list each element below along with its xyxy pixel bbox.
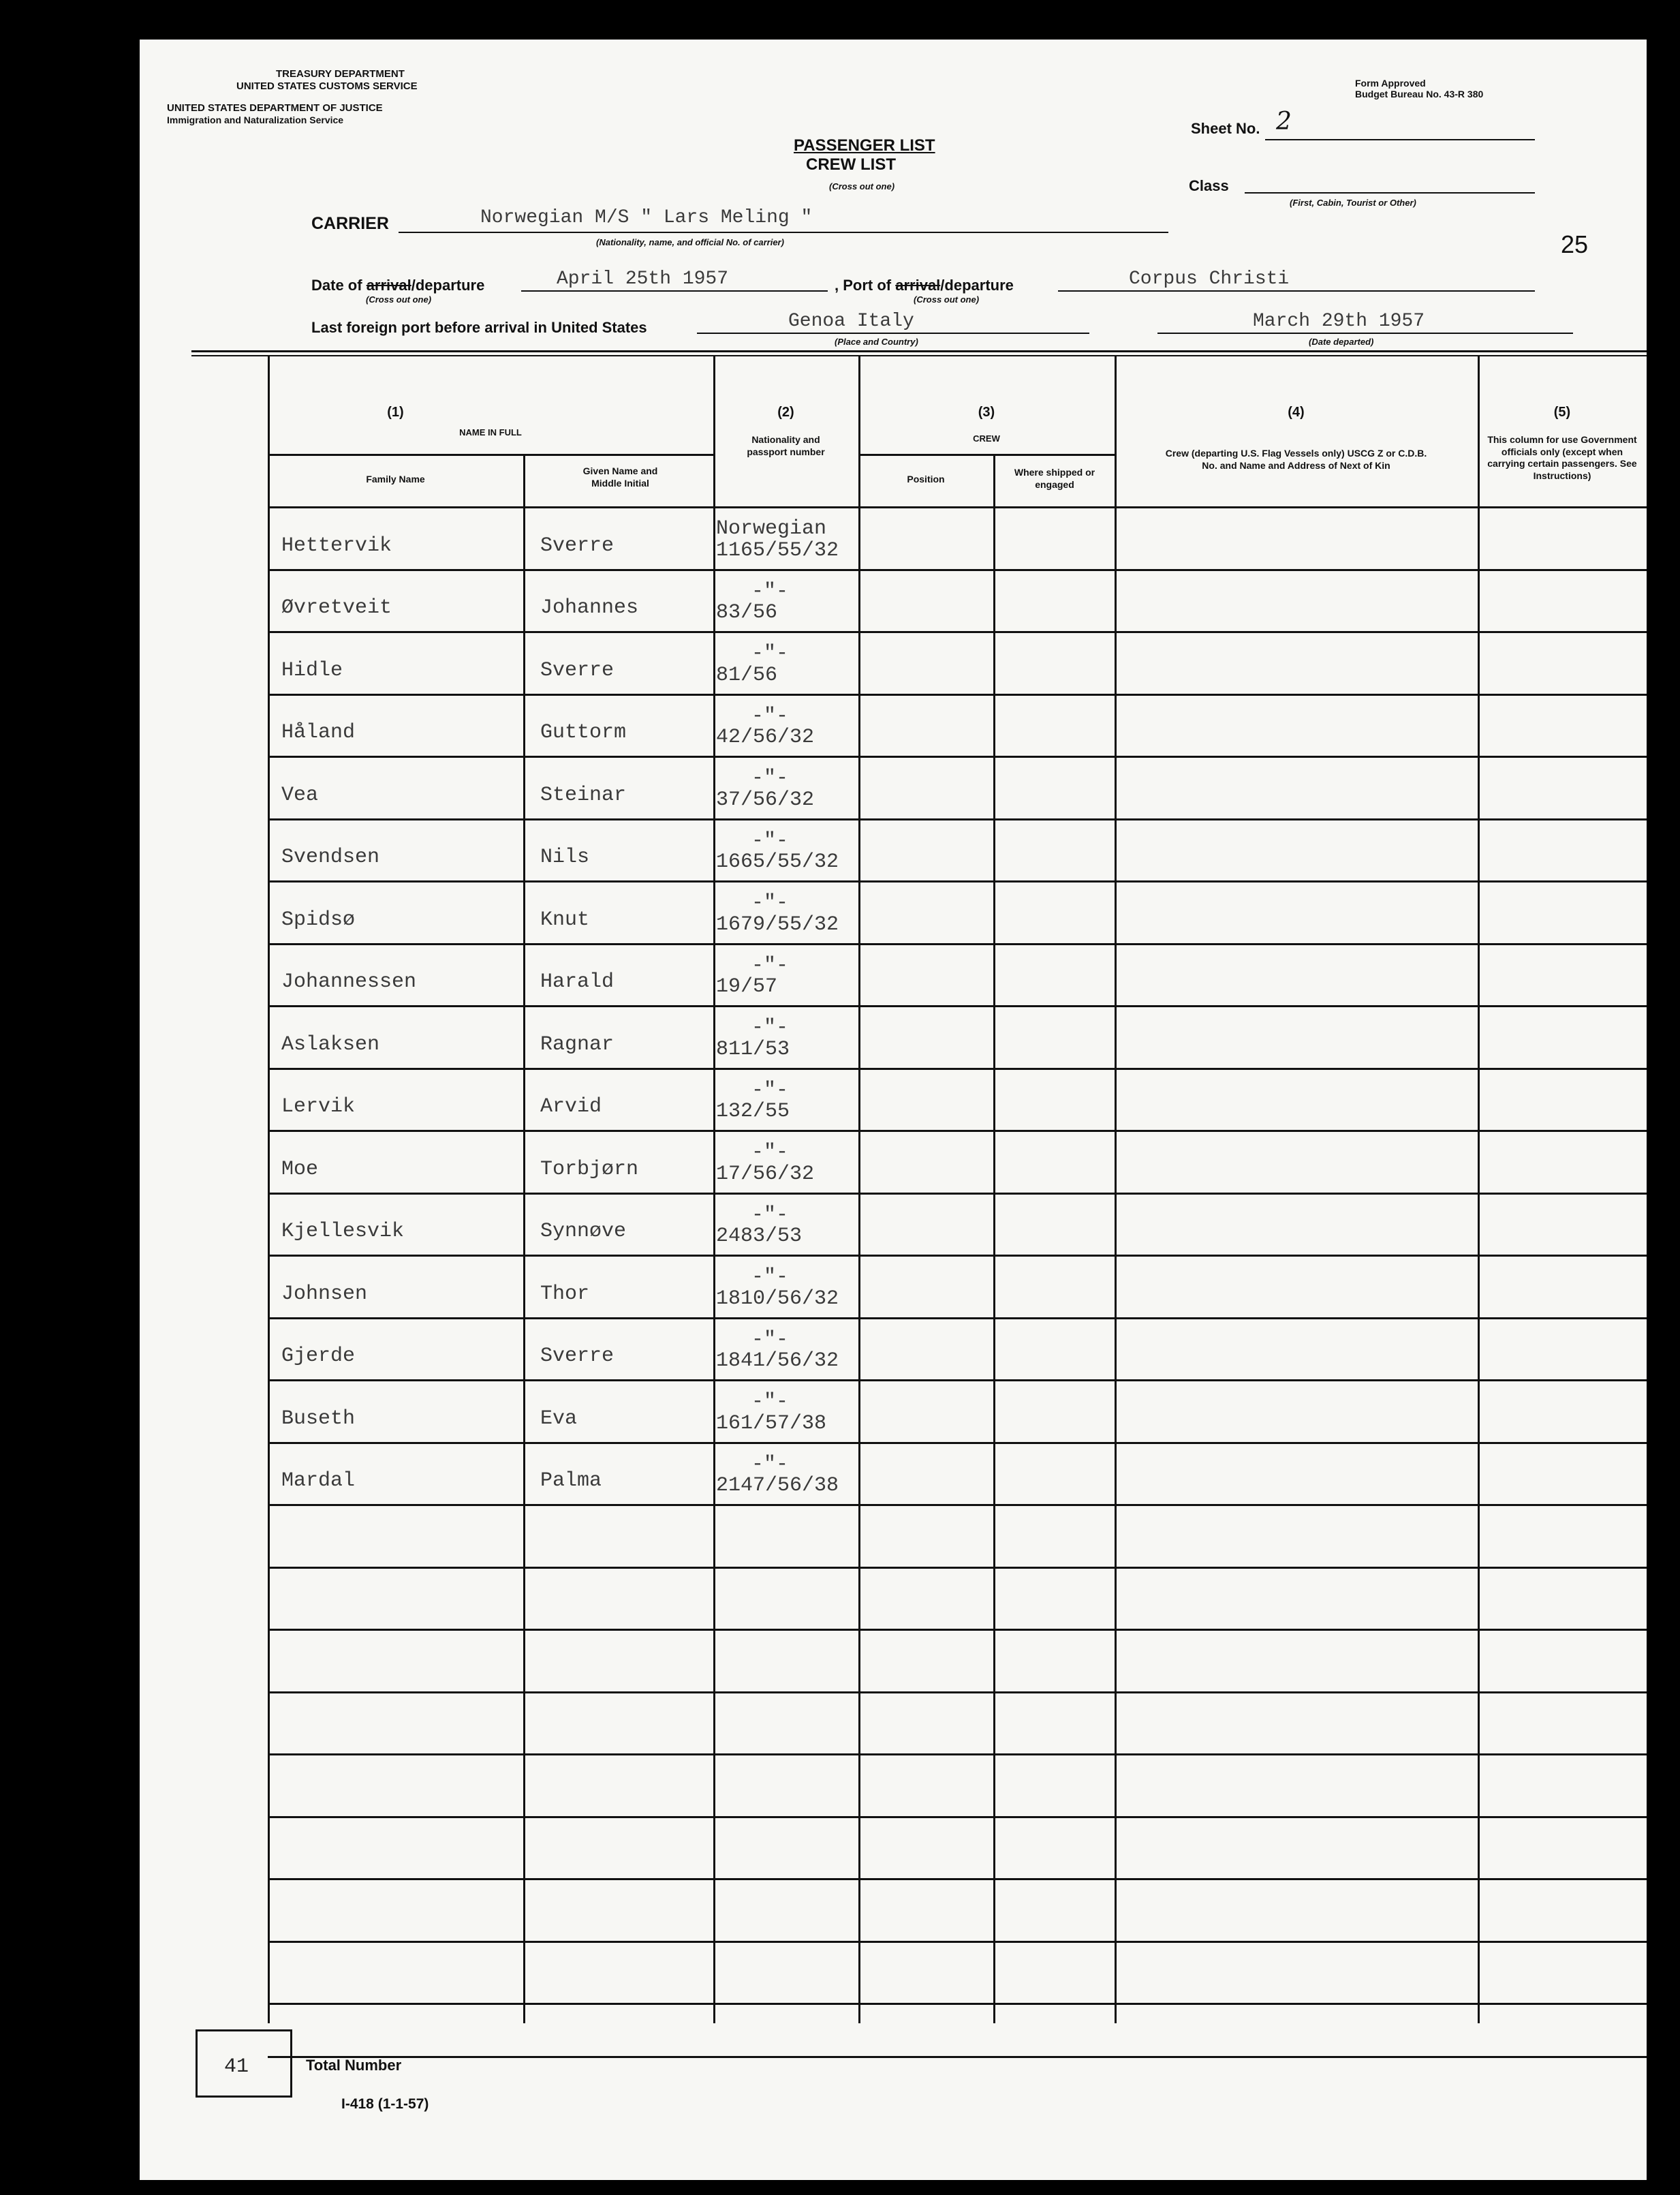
passport-cell: 42/56/32 [716, 726, 815, 749]
row-line [268, 1379, 1647, 1381]
crew-list-title: CREW LIST [806, 155, 896, 174]
passport-cell: 1665/55/32 [716, 850, 839, 874]
passport-cell: 1679/55/32 [716, 913, 839, 936]
nationality-cell: -"- [751, 767, 789, 790]
nationality-cell: -"- [751, 1390, 789, 1413]
row-line [268, 943, 1647, 945]
port-line [1058, 290, 1535, 292]
passport-cell: 811/53 [716, 1038, 790, 1061]
nationality-cell: -"- [751, 705, 789, 728]
row-line [268, 1255, 1647, 1257]
given-name-cell: Steinar [540, 784, 627, 807]
sheet-label: Sheet No. [1191, 120, 1260, 137]
nationality-cell: -"- [751, 1079, 789, 1102]
nationality-cell: -"- [751, 1265, 789, 1289]
passport-cell: 17/56/32 [716, 1163, 815, 1186]
family-name-cell: Buseth [281, 1407, 356, 1430]
row-line [268, 1567, 1647, 1569]
family-name-cell: Aslaksen [281, 1033, 380, 1056]
nationality-cell: -"- [751, 891, 789, 915]
row-line [268, 2003, 1647, 2005]
family-name-cell: Spidsø [281, 908, 356, 932]
passport-cell: 2483/53 [716, 1225, 803, 1248]
given-name-header: Given Name and Middle Initial [582, 465, 658, 489]
agency-justice: UNITED STATES DEPARTMENT OF JUSTICE [167, 102, 383, 114]
row-line [268, 1816, 1647, 1818]
total-box-top [196, 2029, 292, 2031]
row-line [268, 1878, 1647, 1880]
agency-ins: Immigration and Naturalization Service [167, 114, 344, 125]
col5-header: This column for use Government officials only (except when carrying certain passengers. See Instructions) [1487, 434, 1637, 481]
total-number-label: Total Number [306, 2057, 402, 2074]
nationality-cell: -"- [751, 1141, 789, 1164]
col-line [1478, 356, 1480, 2023]
row-line [268, 1629, 1647, 1631]
row-line [268, 1941, 1647, 1943]
given-name-cell: Nils [540, 846, 590, 869]
total-box-bottom [196, 2096, 292, 2098]
given-name-cell: Palma [540, 1469, 602, 1492]
form-number: I-418 (1-1-57) [341, 2096, 429, 2112]
position-header: Position [907, 474, 945, 485]
sheet-number: 2 [1276, 108, 1292, 136]
row-line [268, 818, 1647, 820]
col4-header: Crew (departing U.S. Flag Vessels only) USCG Z or C.D.B. No. and Name and Address of Next of Kin [1165, 448, 1427, 471]
row-line [268, 1068, 1647, 1070]
nationality-cell: -"- [751, 1203, 789, 1227]
nationality-cell: -"- [751, 1328, 789, 1351]
row-line [268, 880, 1647, 882]
given-name-cell: Knut [540, 908, 590, 932]
col3-number: (3) [978, 405, 995, 420]
page-number: 25 [1561, 230, 1589, 258]
given-name-cell: Sverre [540, 1345, 615, 1368]
row-line [268, 1005, 1647, 1007]
agency-treasury: TREASURY DEPARTMENT [276, 68, 405, 80]
cross-out-one-note: (Cross out one) [829, 181, 895, 191]
row-line [268, 569, 1647, 571]
given-name-cell: Johannes [540, 596, 639, 619]
family-name-cell: Håland [281, 721, 356, 744]
row-line [268, 1442, 1647, 1444]
col-line [1115, 356, 1117, 2023]
passport-cell: 37/56/32 [716, 788, 815, 812]
family-name-cell: Lervik [281, 1095, 356, 1118]
given-name-cell: Harald [540, 970, 615, 994]
passport-cell: 2147/56/38 [716, 1474, 839, 1497]
col1-number: (1) [387, 405, 404, 420]
port-label: , Port of arrival/departure [835, 277, 1014, 294]
date-line [521, 290, 828, 292]
passport-cell: 132/55 [716, 1100, 790, 1123]
budget-bureau: Budget Bureau No. 43-R 380 [1355, 89, 1484, 99]
family-name-cell: Gjerde [281, 1345, 356, 1368]
nationality-cell: -"- [751, 642, 789, 665]
carrier-note: (Nationality, name, and official No. of carrier) [596, 237, 784, 247]
row-line [268, 1691, 1647, 1693]
given-name-cell: Sverre [540, 534, 615, 557]
shipped-header: Where shipped or engaged [1014, 467, 1095, 490]
carrier-label: CARRIER [311, 214, 389, 233]
family-name-cell: Mardal [281, 1469, 356, 1492]
last-port-date-line [1157, 333, 1573, 334]
document-page [140, 40, 1647, 2180]
row-line [268, 2056, 1647, 2058]
family-name-cell: Moe [281, 1158, 319, 1181]
last-port-line [697, 333, 1089, 334]
total-box-right [290, 2029, 292, 2098]
row-line [268, 1193, 1647, 1195]
row-line [268, 1317, 1647, 1319]
family-name-cell: Vea [281, 784, 319, 807]
last-port-date: March 29th 1957 [1253, 311, 1425, 332]
subheader-line [858, 454, 1115, 456]
table-top-rule [191, 350, 1647, 352]
passport-cell: 81/56 [716, 664, 778, 687]
header-bottom-line [268, 506, 1647, 508]
family-name-cell: Hettervik [281, 534, 392, 557]
col-line [713, 356, 715, 2023]
family-name-cell: Kjellesvik [281, 1220, 405, 1243]
sheet-line [1265, 139, 1535, 140]
passport-cell: 1810/56/32 [716, 1287, 839, 1310]
given-name-cell: Synnøve [540, 1220, 627, 1243]
passport-cell: 161/57/38 [716, 1412, 827, 1435]
col-line [858, 356, 860, 2023]
row-line [268, 694, 1647, 696]
family-name-header: Family Name [366, 474, 425, 485]
passport-cell: 83/56 [716, 601, 778, 624]
total-box-left [196, 2029, 198, 2098]
total-number-value: 41 [224, 2055, 249, 2078]
last-port-label: Last foreign port before arrival in United States [311, 319, 647, 336]
nationality-cell: -"- [751, 580, 789, 603]
given-name-cell: Guttorm [540, 721, 627, 744]
carrier-value: Norwegian M/S " Lars Meling " [480, 207, 813, 228]
col1-title: NAME IN FULL [459, 427, 522, 438]
nationality-cell: -"- [751, 954, 789, 977]
nationality-cell: -"- [751, 829, 789, 853]
departure-port: Corpus Christi [1129, 268, 1290, 290]
class-note: (First, Cabin, Tourist or Other) [1290, 198, 1416, 208]
row-line [268, 1130, 1647, 1132]
subheader-line [268, 454, 713, 456]
family-name-cell: Johnsen [281, 1283, 368, 1306]
family-name-cell: Svendsen [281, 846, 380, 869]
passport-cell: 1841/56/32 [716, 1349, 839, 1372]
given-name-cell: Torbjørn [540, 1158, 639, 1181]
given-name-cell: Eva [540, 1407, 578, 1430]
col5-number: (5) [1553, 405, 1571, 420]
col-line [268, 356, 270, 2023]
nationality-cell: Norwegian [716, 517, 827, 540]
row-line [268, 756, 1647, 758]
row-line [268, 631, 1647, 633]
col2-number: (2) [777, 405, 794, 420]
family-name-cell: Hidle [281, 659, 343, 682]
passenger-list-title: PASSENGER LIST [794, 136, 935, 155]
crew-table [268, 356, 1647, 2058]
given-name-cell: Thor [540, 1283, 590, 1306]
class-label: Class [1189, 177, 1229, 194]
nationality-header: Nationality and passport number [747, 434, 825, 457]
crew-header: CREW [973, 433, 1000, 444]
col-line [523, 454, 525, 2023]
place-note: (Place and Country) [835, 337, 918, 347]
given-name-cell: Sverre [540, 659, 615, 682]
family-name-cell: Johannessen [281, 970, 417, 994]
class-line [1245, 192, 1535, 194]
col-line [993, 454, 995, 2023]
given-name-cell: Ragnar [540, 1033, 615, 1056]
row-line [268, 1753, 1647, 1755]
passport-cell: 1165/55/32 [716, 539, 839, 562]
departure-date: April 25th 1957 [557, 268, 729, 290]
agency-customs: UNITED STATES CUSTOMS SERVICE [236, 80, 418, 92]
last-port-place: Genoa Italy [788, 311, 914, 332]
port-cross-note: (Cross out one) [914, 294, 980, 305]
row-line [268, 1504, 1647, 1506]
nationality-cell: -"- [751, 1453, 789, 1476]
carrier-line [399, 232, 1168, 233]
passport-cell: 19/57 [716, 975, 778, 998]
date-label: Date of arrival/departure [311, 277, 485, 294]
col4-number: (4) [1288, 405, 1305, 420]
nationality-cell: -"- [751, 1016, 789, 1039]
family-name-cell: Øvretveit [281, 596, 392, 619]
date-cross-note: (Cross out one) [366, 294, 432, 305]
given-name-cell: Arvid [540, 1095, 602, 1118]
form-approved: Form Approved [1355, 78, 1426, 89]
date-departed-note: (Date departed) [1309, 337, 1374, 347]
